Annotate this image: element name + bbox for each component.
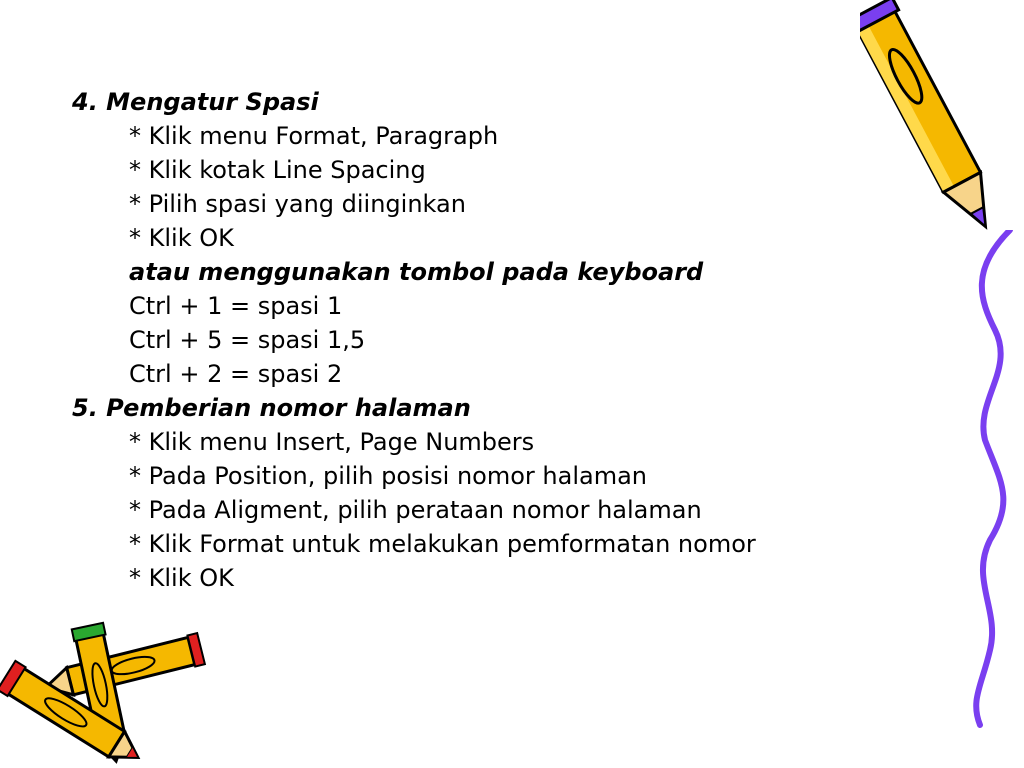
slide-content <box>72 85 932 595</box>
section-5-step: * Pada Aligment, pilih perataan nomor halaman <box>129 496 702 524</box>
section-5-step: * Klik Format untuk melakukan pemformatan nomor <box>129 530 756 558</box>
section-5-step: * Klik OK <box>129 564 234 592</box>
shortcut-line: Ctrl + 2 = spasi 2 <box>129 360 343 388</box>
pencil-icon <box>0 615 210 765</box>
shortcut-line: Ctrl + 5 = spasi 1,5 <box>129 326 366 354</box>
section-5-heading: 5. Pemberian nomor halaman <box>72 394 471 422</box>
shortcut-line: Ctrl + 1 = spasi 1 <box>129 292 343 320</box>
section-5-step: * Pada Position, pilih posisi nomor halaman <box>129 462 648 490</box>
section-4-step: * Klik menu Format, Paragraph <box>129 122 499 150</box>
keyboard-intro: atau menggunakan tombol pada keyboard <box>129 258 704 286</box>
section-4-heading: 4. Mengatur Spasi <box>72 88 319 116</box>
section-4-step: * Klik OK <box>129 224 234 252</box>
section-5-step: * Klik menu Insert, Page Numbers <box>129 428 535 456</box>
section-4-step: * Klik kotak Line Spacing <box>129 156 426 184</box>
wavy-line <box>960 230 1024 730</box>
section-4-step: * Pilih spasi yang diinginkan <box>129 190 466 218</box>
